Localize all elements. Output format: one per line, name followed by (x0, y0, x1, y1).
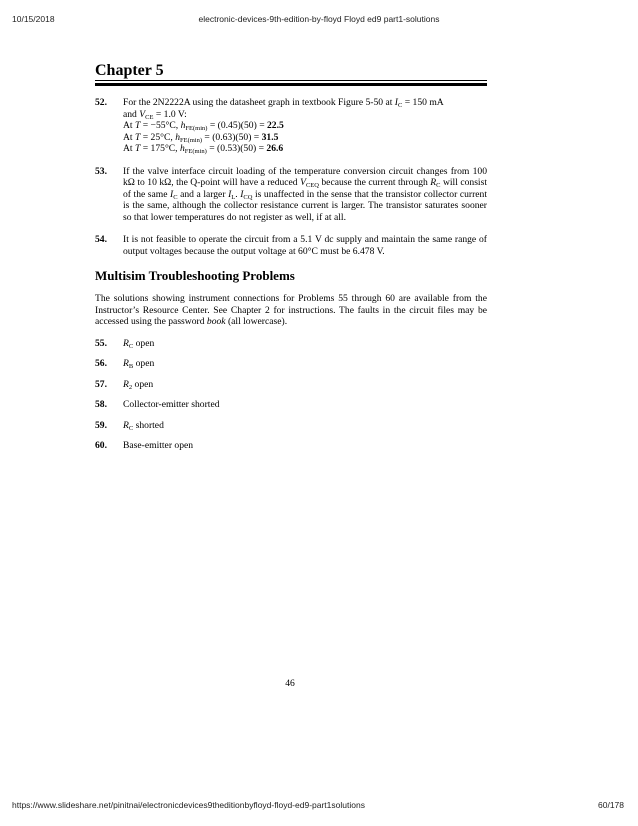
page-number: 46 (285, 678, 295, 689)
problem-55-text: $R_C$ open (123, 337, 155, 350)
problem-52-line-1: For the 2N2222A using the datasheet graph in textbook Figure 5-50 at $I_C = 150$ mA (123, 97, 444, 109)
section-intro: The solutions showing instrument connections for Problems 55 through 60 are available from the Instructor’s Resource Center. See Chapter 2 for instructions. The faults in the circuit files may be accessed using the password book (all lowercase). (95, 293, 487, 327)
problem-59 (95, 420, 487, 432)
problem-number: 60. (95, 440, 107, 451)
problem-55 (95, 338, 487, 350)
problem-52-result-3: At T = 175°C, $h_{FE(min)} = (0.53)(50) = 26.6$ (123, 143, 284, 155)
page-content (95, 97, 487, 461)
problem-58-text: Collector-emitter shorted (123, 399, 220, 410)
header-rule-thick (95, 83, 487, 86)
problem-number: 52. (95, 97, 107, 108)
problem-number: 57. (95, 378, 107, 390)
problem-60-text: Base-emitter open (123, 440, 194, 451)
problem-number: 58. (95, 399, 107, 410)
problem-54 (95, 234, 487, 257)
chapter-title: Chapter 5 (95, 62, 164, 79)
print-doc-title: electronic-devices-9th-edition-by-floyd Floyd ed9 part1-solutions (198, 14, 440, 24)
problem-56-text: $R_B$ open (123, 358, 155, 370)
problem-56 (95, 358, 487, 370)
section-title: Multisim Troubleshooting Problems (95, 268, 295, 283)
problem-52-result-2: At T = 25°C, $h_{FE(min)} = (0.63)(50) = 31.5$ (123, 131, 279, 144)
browser-print-header (0, 14, 638, 28)
problem-53-text: If the valve interface circuit loading of the temperature conversion circuit changes from 100 kΩ to 10 kΩ, the Q-point will have a reduced $V_{CEQ}$ because the current through $R_C$ will consist of the same $I_C$ and a larger $I_L$. $I_{CQ}$ is unaffected in the sense that the transistor collector current is the same, although the collector resistance current is larger. The transistor saturates sooner so that lower temperatures do not register as well, if at all. (123, 165, 488, 223)
problem-52-line-2: and $V_{CE} = 1.0$ V: (123, 108, 187, 121)
problem-57 (95, 379, 487, 391)
problem-53 (95, 166, 487, 224)
header-rule-thin (95, 80, 487, 81)
problem-number: 56. (95, 358, 107, 369)
problem-59-text: $R_C$ shorted (123, 419, 164, 432)
problem-number: 59. (95, 419, 107, 431)
problem-54-text: It is not feasible to operate the circuit from a 5.1 V dc supply and maintain the same range of output voltages because the output voltage at 60°C must be 6.478 V. (123, 234, 487, 257)
problem-number: 53. (95, 165, 107, 177)
problem-58 (95, 399, 487, 411)
print-date: 10/15/2018 (12, 14, 55, 24)
problem-number: 55. (95, 337, 107, 349)
problem-52-result-1: At T = −55°C, $h_{FE(min)} = (0.45)(50) = 22.5$ (123, 120, 284, 132)
print-page-count: 60/178 (598, 800, 624, 810)
source-url: https://www.slideshare.net/pinitnai/electronicdevices9theditionbyfloyd-floyd-ed9-part1solutions (12, 800, 365, 810)
problem-57-text: $R_2$ open (123, 378, 154, 391)
problem-52 (95, 97, 487, 155)
problem-number: 54. (95, 234, 107, 245)
browser-print-footer (0, 800, 638, 814)
problem-60 (95, 440, 487, 452)
